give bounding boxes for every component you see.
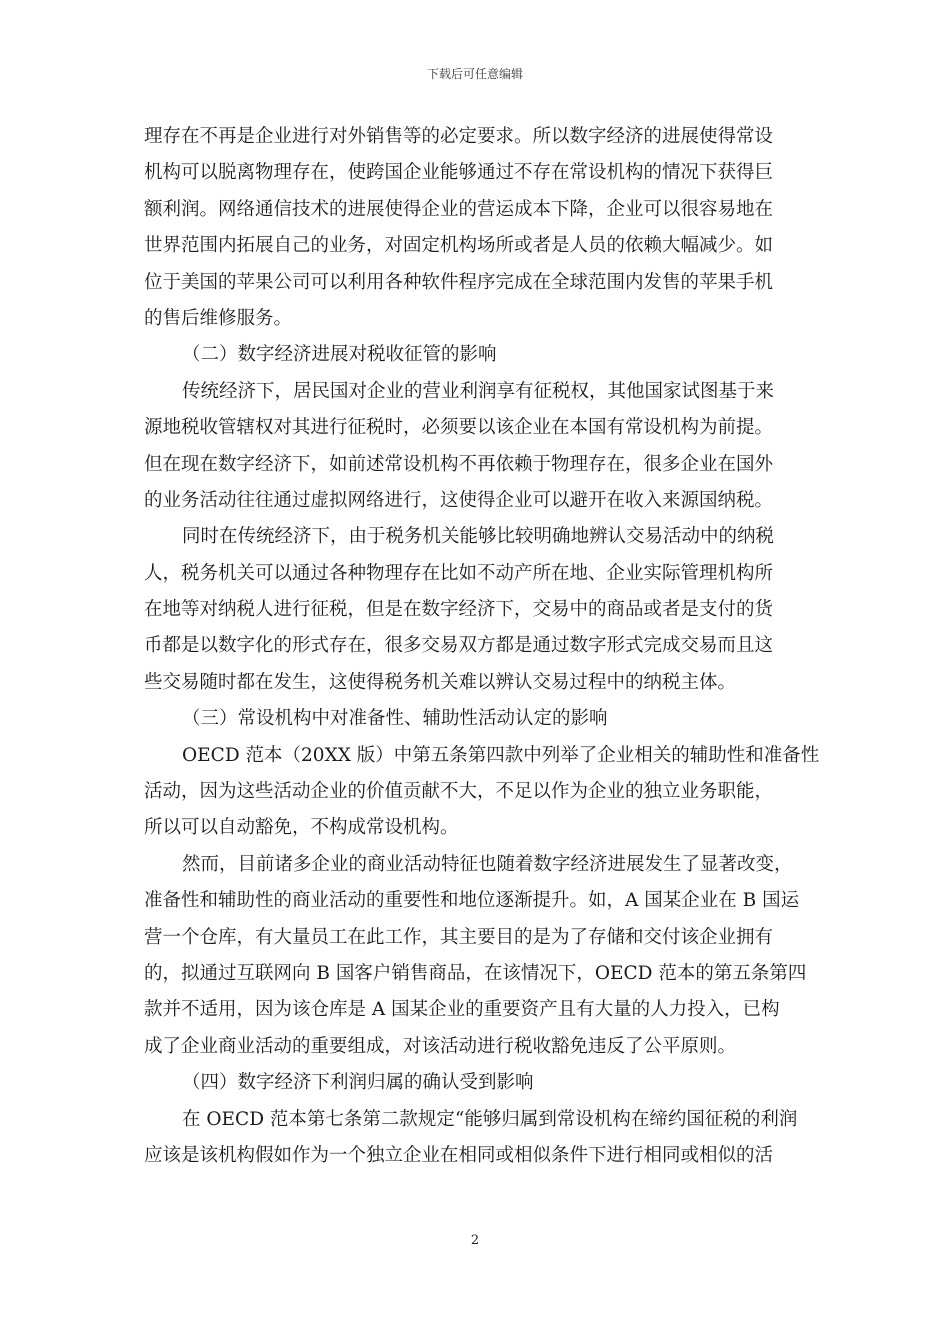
text-line: OECD 范本（20XX 版）中第五条第四款中列举了企业相关的辅助性和准备性: [182, 744, 820, 766]
text-line: 传统经济下，居民国对企业的营业利润享有征税权，其他国家试图基于来: [182, 380, 775, 402]
text-line: 活动，因为这些活动企业的价值贡献不大，不足以作为企业的独立业务职能，: [144, 781, 774, 803]
text-line: 在 OECD 范本第七条第二款规定“能够归属到常设机构在缔约国征税的利润: [182, 1108, 798, 1130]
text-line: 的业务活动往往通过虚拟网络进行，这使得企业可以避开在收入来源国纳税。: [144, 489, 774, 511]
text-line: 的，拟通过互联网向 B 国客户销售商品，在该情况下，OECD 范本的第五条第四: [144, 962, 807, 984]
page-header: 下载后可任意编辑: [426, 67, 523, 81]
text-line: 应该是该机构假如作为一个独立企业在相同或相似条件下进行相同或相似的活: [144, 1144, 774, 1166]
text-line: 营一个仓库，有大量员工在此工作，其主要目的是为了存储和交付该企业拥有: [144, 926, 774, 948]
text-line: 然而，目前诸多企业的商业活动特征也随着数字经济进展发生了显著改变，: [182, 853, 793, 875]
text-line: 币都是以数字化的形式存在，很多交易双方都是通过数字形式完成交易而且这: [144, 635, 774, 657]
section-heading: （二）数字经济进展对税收征管的影响: [182, 344, 497, 366]
text-line: 在地等对纳税人进行征税，但是在数字经济下，交易中的商品或者是支付的货: [144, 599, 774, 621]
text-line: 人，税务机关可以通过各种物理存在比如不动产所在地、企业实际管理机构所: [144, 562, 774, 584]
text-line: 源地税收管辖权对其进行征税时，必须要以该企业在本国有常设机构为前提。: [144, 417, 774, 439]
text-line: 些交易随时都在发生，这使得税务机关难以辨认交易过程中的纳税主体。: [144, 671, 737, 693]
text-line: 的售后维修服务。: [144, 307, 293, 329]
text-line: 额利润。网络通信技术的进展使得企业的营运成本下降，企业可以很容易地在: [144, 198, 774, 220]
text-line: 款并不适用，因为该仓库是 A 国某企业的重要资产且有大量的人力投入，已构: [144, 999, 780, 1021]
text-line: 机构可以脱离物理存在，使跨国企业能够通过不存在常设机构的情况下获得巨: [144, 162, 774, 184]
body-text: [144, 119, 820, 1174]
page-number: 2: [470, 1233, 480, 1248]
text-line: 成了企业商业活动的重要组成，对该活动进行税收豁免违反了公平原则。: [144, 1035, 737, 1057]
text-line: 所以可以自动豁免，不构成常设机构。: [144, 817, 459, 839]
text-line: 世界范围内拓展自己的业务，对固定机构场所或者是人员的依赖大幅减少。如: [144, 235, 774, 257]
section-heading: （三）常设机构中对准备性、辅助性活动认定的影响: [182, 708, 608, 730]
text-line: 准备性和辅助性的商业活动的重要性和地位逐渐提升。如，A 国某企业在 B 国运: [144, 890, 800, 912]
text-line: 理存在不再是企业进行对外销售等的必定要求。所以数字经济的进展使得常设: [144, 126, 774, 147]
section-heading: （四）数字经济下利润归属的确认受到影响: [182, 1072, 534, 1094]
text-line: 同时在传统经济下，由于税务机关能够比较明确地辨认交易活动中的纳税: [182, 526, 775, 548]
text-line: 但在现在数字经济下，如前述常设机构不再依赖于物理存在，很多企业在国外: [144, 453, 774, 475]
text-line: 位于美国的苹果公司可以利用各种软件程序完成在全球范围内发售的苹果手机: [144, 271, 774, 293]
